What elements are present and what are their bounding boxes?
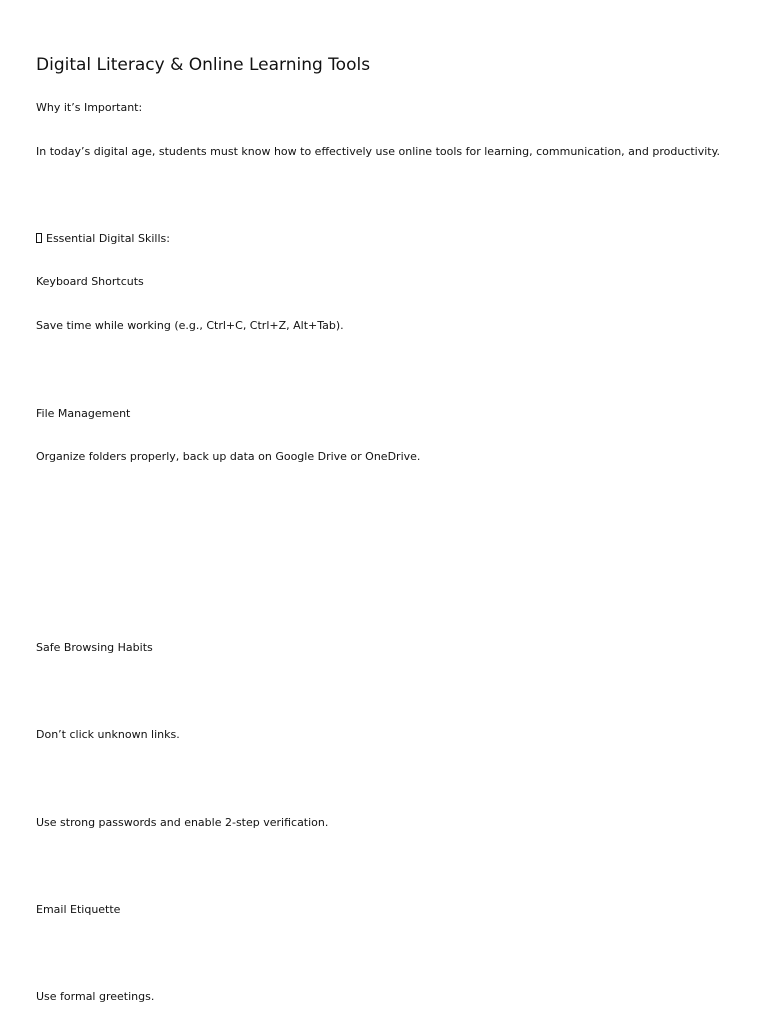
page-title: Digital Literacy & Online Learning Tools (36, 55, 371, 75)
intro-paragraph: In today’s digital age, students must know how to effectively use online tools for learning, communication, and productivity. (36, 145, 721, 158)
safe-browsing-heading: Safe Browsing Habits (36, 641, 153, 654)
skills-heading (36, 232, 170, 246)
email-etiquette-item-1: Use formal greetings. (36, 990, 155, 1003)
email-etiquette-heading: Email Etiquette (36, 903, 121, 916)
file-management-heading: File Management (36, 407, 131, 420)
skills-heading-text: Essential Digital Skills: (46, 232, 170, 245)
keyboard-shortcuts-heading: Keyboard Shortcuts (36, 275, 144, 288)
safe-browsing-item-1: Don’t click unknown links. (36, 728, 180, 741)
why-heading: Why it’s Important: (36, 101, 143, 114)
missing-glyph-icon (36, 233, 42, 243)
safe-browsing-item-2: Use strong passwords and enable 2-step verification. (36, 816, 329, 829)
keyboard-shortcuts-text: Save time while working (e.g., Ctrl+C, Ctrl+Z, Alt+Tab). (36, 319, 344, 332)
file-management-text: Organize folders properly, back up data on Google Drive or OneDrive. (36, 450, 421, 463)
